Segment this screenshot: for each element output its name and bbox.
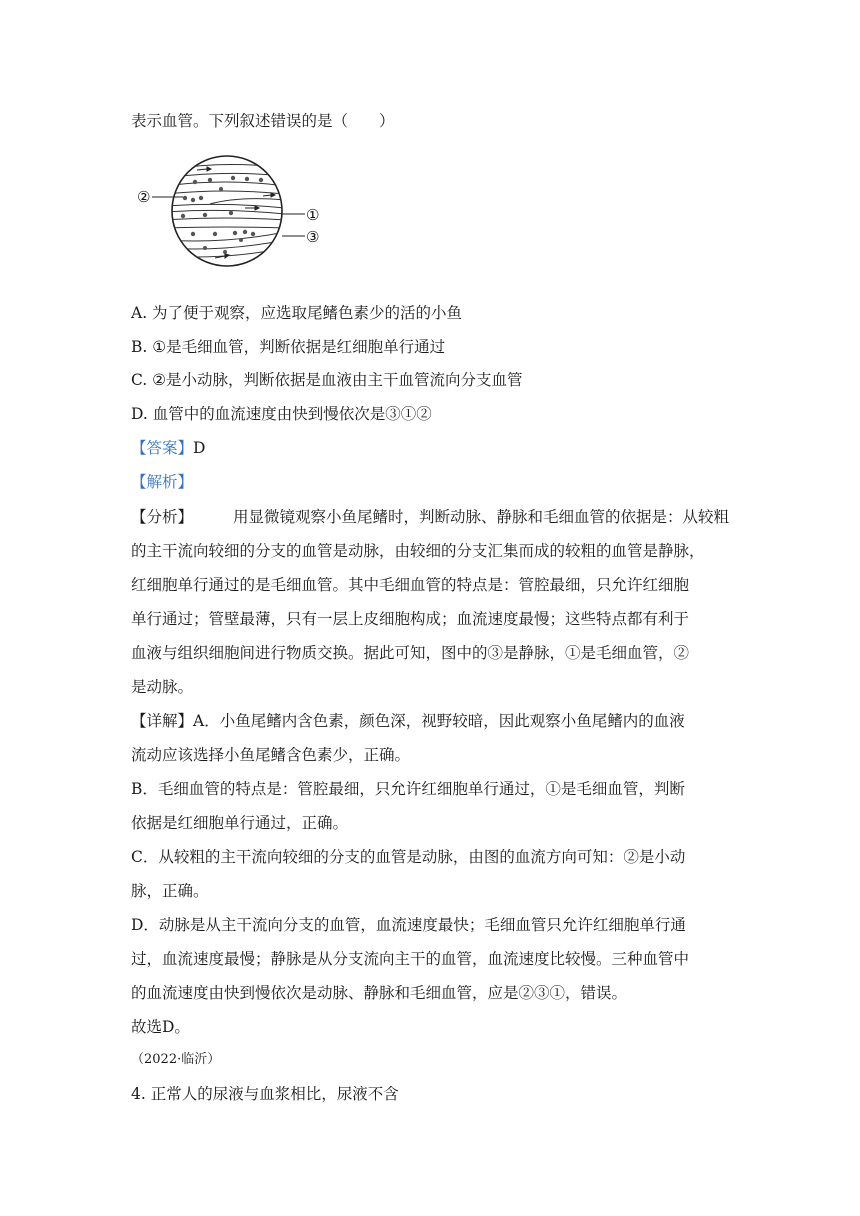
analysis-line-5: 血液与组织细胞间进行物质交换。据此可知，图中的③是静脉，①是毛细血管，② bbox=[131, 644, 690, 662]
label-2: ② bbox=[137, 188, 151, 206]
detail-line-10: 故选D。 bbox=[131, 1018, 190, 1036]
detail-text-1: A．小鱼尾鳍内含色素，颜色深，视野较暗，因此观察小鱼尾鳍内的血液 bbox=[193, 712, 685, 730]
label-3: ③ bbox=[306, 228, 320, 246]
analysis-line-6: 是动脉。 bbox=[131, 678, 194, 696]
label-1: ① bbox=[306, 206, 320, 224]
analysis-line-2: 的主干流向较细的分支的血管是动脉，由较细的分支汇集而成的较粗的血管是静脉， bbox=[131, 542, 705, 560]
source-citation: （2022·临沂） bbox=[131, 1052, 221, 1067]
detail-line-4: 依据是红细胞单行通过，正确。 bbox=[131, 814, 349, 832]
option-b: B. ①是毛细血管，判断依据是红细胞单行通过 bbox=[131, 338, 446, 356]
answer-tag: 【答案】 bbox=[131, 439, 194, 457]
blood-vessel-diagram bbox=[135, 148, 335, 278]
analysis-heading: 【解析】 bbox=[131, 473, 194, 491]
analysis-line-3: 红细胞单行通过的是毛细血管。其中毛细血管的特点是：管腔最细，只允许红细胞 bbox=[131, 576, 690, 594]
answer-value: D bbox=[193, 439, 206, 457]
analysis-line-4: 单行通过；管壁最薄，只有一层上皮细胞构成；血流速度最慢；这些特点都有利于 bbox=[131, 610, 690, 628]
analysis-line-1 bbox=[131, 507, 729, 527]
detail-line-9: 的血流速度由快到慢依次是动脉、静脉和毛细血管，应是②③①，错误。 bbox=[131, 984, 628, 1002]
detail-line-6: 脉，正确。 bbox=[131, 882, 209, 900]
detail-line-3: B．毛细血管的特点是：管腔最细，只允许红细胞单行通过，①是毛细血管，判断 bbox=[131, 780, 685, 798]
analysis-text-1: 用显微镜观察小鱼尾鳍时，判断动脉、静脉和毛细血管的依据是：从较粗 bbox=[232, 508, 729, 526]
option-a: A. 为了便于观察，应选取尾鳍色素少的活的小鱼 bbox=[131, 304, 463, 322]
microscope-field-figure bbox=[135, 148, 335, 278]
detail-line-5: C．从较粗的主干流向较细的分支的血管是动脉，由图的血流方向可知：②是小动 bbox=[131, 848, 686, 866]
detail-line-1 bbox=[131, 711, 685, 731]
option-d: D. 血管中的血流速度由快到慢依次是③①② bbox=[131, 405, 432, 423]
detail-tag: 【详解】 bbox=[131, 712, 194, 730]
analysis-tag: 【分析】 bbox=[131, 508, 194, 526]
option-c: C. ②是小动脉，判断依据是血液由主干血管流向分支血管 bbox=[131, 371, 523, 389]
detail-line-2: 流动应该选择小鱼尾鳍含色素少，正确。 bbox=[131, 746, 411, 764]
next-question: 4. 正常人的尿液与血浆相比，尿液不含 bbox=[131, 1085, 399, 1103]
question-stem: 表示血管。下列叙述错误的是（ ） bbox=[131, 112, 395, 130]
answer-line bbox=[131, 438, 205, 458]
detail-line-8: 过，血流速度最慢；静脉是从分支流向主干的血管，血流速度比较慢。三种血管中 bbox=[131, 950, 690, 968]
detail-line-7: D．动脉是从主干流向分支的血管，血流速度最快；毛细血管只允许红细胞单行通 bbox=[131, 916, 686, 934]
